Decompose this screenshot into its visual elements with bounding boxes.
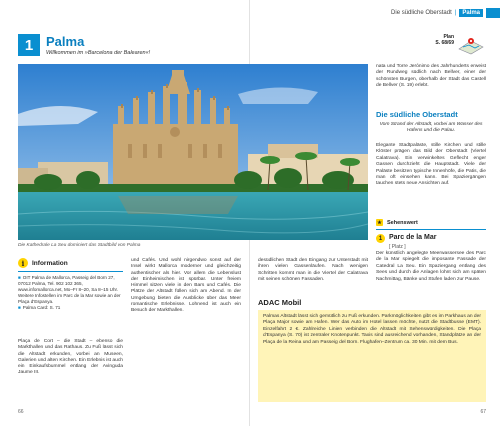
- sight-number: 1: [376, 234, 385, 243]
- info-text-block: [18, 275, 123, 311]
- running-header: [391, 8, 500, 18]
- chapter-number: 1: [18, 34, 40, 56]
- right-column-text-mid: Elegante Stadtpaläste, stille Kirchen und stille Klöster prägen das Bild der Oberstadt (Viertel Calatrava). Ein verwinkeltes Geflecht enger Gassen durchzieht die Hauptstadt. Viele der Paläste besitzen typische Innenhöfe, die Patis, die man oft einsehen kann. Bei Spaziergängen tauchen stets neue Ansichten auf.: [376, 143, 486, 187]
- running-header-section: Die südliche Oberstadt: [391, 10, 452, 16]
- right-column-text-top: nata und Torre Jerónimo des Jahrhunderts erweist der Rundweg südlich nach Bellver, einer der schönsten Burgen, oberhalb der Stadt das Castell de Bellver (S. 19) erlebt.: [376, 64, 486, 89]
- sight-title: Parc de la Mar: [389, 234, 437, 241]
- body-text-left: Plaça de Cort – die Stadt – ebenso die Markthallen und das Rathaus. Zu Fuß lässt sich die Altstadt erkunden, vorbei an Museen, Galerien und alten Kirchen. Ein Erlebnis ist auch ein Einkaufsbummel entlang der Avinguda Jaume III.: [18, 339, 123, 376]
- photo-caption: Die Kathedrale La Seu dominiert das Stadtbild von Palma: [18, 243, 141, 248]
- running-header-separator: |: [454, 10, 457, 16]
- sight-location: [ Platz ]: [389, 244, 406, 250]
- divider: [376, 229, 486, 230]
- sight-label: [376, 219, 418, 226]
- body-text-third: desüdlichen Stadt den Eingang zur Unterstadt mit ihren vielen Gassenläufen. Nach wenigen Schritten kommt man in die Viertel der Calatrava mit seinen schönen Fassaden.: [258, 258, 368, 282]
- map-icon: [457, 35, 485, 55]
- info-box: [18, 258, 123, 336]
- info-icon: i: [18, 258, 28, 268]
- chapter-tab: [486, 8, 500, 18]
- divider: [18, 271, 123, 272]
- adac-title: ADAC Mobil: [258, 298, 302, 307]
- section-heading: Die südliche Oberstadt: [376, 110, 458, 119]
- adac-box: Palmas Altstadt lässt sich gemütlich zu Fuß erkunden. Parkmöglichkeiten gibt es im Parkhaus an der Plaça Major sowie am Hafen. Wer das Auto im Hotel lassen möchte, nutzt die Stadtbusse (EMT). Einzelfahrt 2 €. Zahlreiche Linien verbinden die Altstadt mit Sehenswürdigkeiten. Die Plaça d'Espanya (S. 70) ist zentraler Knotenpunkt. Taxis sind ausreichend vorhanden, Standplätze an der Plaça de la Reina und am Passeig del Born. Flughafen–Zentrum ca. 30 Min. mit dem Bus.: [258, 310, 486, 402]
- star-icon: ★: [377, 219, 382, 226]
- cathedral-photo: [18, 64, 368, 240]
- chapter-title: Palma: [46, 34, 85, 49]
- info-text: OIT Palma de Mallorca, Passeig del Born 27, 07012 Palma, Tel. 902 102 365, www.infomallorca.net, Mo–Fr 8–20, Sa 8–15 Uhr. Weitere Infostellen im Parc de la Mar sowie an der Plaça d'Espanya.: [18, 275, 121, 304]
- map-pages: S. 68/69: [435, 40, 454, 46]
- info-title: Information: [32, 259, 68, 267]
- map-reference[interactable]: [424, 34, 486, 56]
- running-header-chapter: Palma: [459, 9, 483, 17]
- map-reference-label: [424, 34, 454, 46]
- sight-text: Der künstlich angelegte Meerwassersee des Parc de la Mar spiegelt die imposante Fassade der Catedral La Seu. Ein Spaziergang entlang des Sees und durch die Anlagen lohnt sich am späten Nachmittag, Bänke und Stufen laden zur Pause.: [376, 251, 486, 282]
- bullet-icon: ■: [18, 275, 21, 280]
- page-number-left: 66: [18, 409, 24, 415]
- section-intro: Vom Strand der Altstadt, vorbei am Wasser des Hafens und die Palau.: [379, 122, 483, 134]
- chapter-subtitle: Willkommen im »Barcelona der Balearen«!: [46, 50, 151, 56]
- page-number-right: 67: [480, 409, 486, 415]
- body-text-middle: und Cafés. Und wohl nirgendwo sonst auf der Insel wirkt Mallorca moderner und gleichzeitig authentischer als hier. Vor allem die Lebenslust der Einheimischen ist spürbar. Unter freiem Himmel sitzen viele in den Bars und Cafés. Die Plätze der Altstadt füllen sich am Abend. In der Umgebung bieten die Ausblicke über das Meer romantische Erlebnisse. Lohnend ist auch ein Besuch der Markthallen.: [131, 258, 241, 314]
- bullet-icon: ■: [18, 305, 21, 310]
- info-extra: Palma Card: S. 71: [22, 305, 61, 310]
- info-header: [18, 258, 123, 268]
- map-label-text: Plan: [443, 34, 454, 40]
- sight-label-text: Sehenswert: [387, 219, 418, 226]
